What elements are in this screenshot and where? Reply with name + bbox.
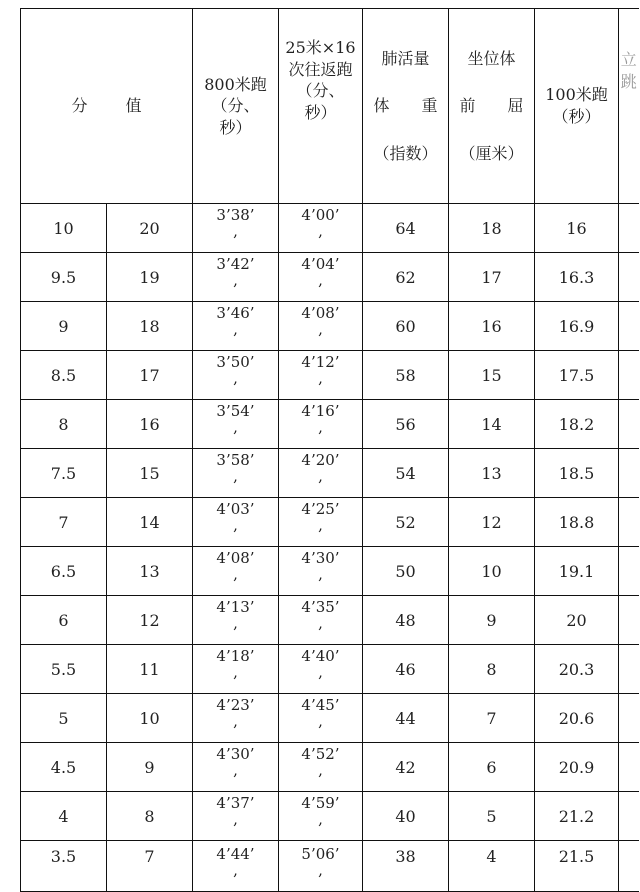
value-cell: 16 [107, 400, 193, 449]
score-cell: 7 [21, 498, 107, 547]
cut-off-cell [619, 302, 639, 351]
shuttle-run-cell-time: 4’04’ [301, 255, 340, 273]
run-800m-cell-mark: , [233, 860, 238, 879]
run-800m-cell-time: 4’13’ [216, 598, 255, 616]
run-800m-cell-time: 3’54’ [216, 402, 255, 420]
shuttle-run-cell-mark: , [318, 613, 323, 632]
value-cell: 17 [107, 351, 193, 400]
run-800m-cell-time: 4’37’ [216, 794, 255, 812]
run-800m-cell-time: 4’23’ [216, 696, 255, 714]
score-cell: 10 [21, 204, 107, 253]
sit-and-reach-cell: 16 [449, 302, 535, 351]
run-100m-cell: 21.5 [535, 841, 619, 892]
sit-and-reach-cell: 7 [449, 694, 535, 743]
run-800m-cell [193, 841, 279, 892]
shuttle-run-cell-mark: , [318, 319, 323, 338]
run-800m-cell-mark: , [233, 711, 238, 730]
lung-index-cell: 48 [363, 596, 449, 645]
lung-index-cell: 60 [363, 302, 449, 351]
cut-off-cell [619, 498, 639, 547]
run-800m-cell-mark: , [233, 417, 238, 436]
run-800m-cell [193, 596, 279, 645]
shuttle-run-cell-mark: , [318, 809, 323, 828]
table-row [21, 498, 639, 547]
score-cell: 4 [21, 792, 107, 841]
cut-off-cell [619, 253, 639, 302]
cut-off-cell [619, 694, 639, 743]
run-800m-cell [193, 204, 279, 253]
shuttle-run-cell [279, 449, 363, 498]
shuttle-run-cell-time: 4’40’ [301, 647, 340, 665]
run-800m-cell [193, 449, 279, 498]
run-800m-cell [193, 645, 279, 694]
run-100m-cell: 16.9 [535, 302, 619, 351]
value-cell: 9 [107, 743, 193, 792]
run-100m-cell: 18.5 [535, 449, 619, 498]
lung-index-cell: 46 [363, 645, 449, 694]
run-800m-cell [193, 302, 279, 351]
table-row [21, 547, 639, 596]
shuttle-run-cell-time: 4’20’ [301, 451, 340, 469]
sit-and-reach-cell: 18 [449, 204, 535, 253]
score-cell: 6 [21, 596, 107, 645]
score-cell: 6.5 [21, 547, 107, 596]
value-cell: 20 [107, 204, 193, 253]
shuttle-run-cell-time: 4’08’ [301, 304, 340, 322]
table-row [21, 596, 639, 645]
shuttle-run-cell [279, 792, 363, 841]
lung-index-cell: 42 [363, 743, 449, 792]
table-row [21, 645, 639, 694]
value-cell: 8 [107, 792, 193, 841]
shuttle-run-cell-mark: , [318, 466, 323, 485]
run-800m-cell [193, 400, 279, 449]
shuttle-run-cell-time: 4’12’ [301, 353, 340, 371]
run-800m-cell [193, 694, 279, 743]
run-100m-cell: 20.9 [535, 743, 619, 792]
table-row [21, 302, 639, 351]
shuttle-run-cell-time: 4’00’ [301, 206, 340, 224]
table-row [21, 743, 639, 792]
run-100m-cell: 16.3 [535, 253, 619, 302]
score-cell: 5.5 [21, 645, 107, 694]
shuttle-run-cell-time: 5’06’ [301, 845, 340, 863]
run-800m-cell-mark: , [233, 466, 238, 485]
sit-and-reach-cell: 12 [449, 498, 535, 547]
score-table [20, 8, 639, 892]
run-800m-cell [193, 792, 279, 841]
run-800m-cell-time: 4’30’ [216, 745, 255, 763]
run-800m-cell-mark: , [233, 760, 238, 779]
shuttle-run-cell-mark: , [318, 662, 323, 681]
cut-off-cell [619, 743, 639, 792]
value-cell: 7 [107, 841, 193, 892]
run-800m-cell [193, 547, 279, 596]
value-cell: 18 [107, 302, 193, 351]
value-cell: 19 [107, 253, 193, 302]
lung-index-cell: 64 [363, 204, 449, 253]
run-800m-cell-time: 3’42’ [216, 255, 255, 273]
cut-off-cell [619, 449, 639, 498]
run-800m-cell-mark: , [233, 662, 238, 681]
shuttle-run-cell-mark: , [318, 760, 323, 779]
table-row [21, 449, 639, 498]
header-lung-capacity: 肺活量 体 重 （指数） [363, 9, 449, 204]
shuttle-run-cell [279, 302, 363, 351]
sit-and-reach-cell: 14 [449, 400, 535, 449]
header-score: 分 值 [21, 9, 193, 204]
sit-and-reach-cell: 6 [449, 743, 535, 792]
run-800m-cell-mark: , [233, 221, 238, 240]
value-cell: 15 [107, 449, 193, 498]
run-800m-cell-mark: , [233, 270, 238, 289]
run-800m-cell-time: 4’44’ [216, 845, 255, 863]
sit-and-reach-cell: 17 [449, 253, 535, 302]
value-cell: 11 [107, 645, 193, 694]
lung-index-cell: 58 [363, 351, 449, 400]
shuttle-run-cell-time: 4’52’ [301, 745, 340, 763]
run-100m-cell: 18.8 [535, 498, 619, 547]
run-100m-cell: 20.3 [535, 645, 619, 694]
score-cell: 9.5 [21, 253, 107, 302]
sit-and-reach-cell: 10 [449, 547, 535, 596]
run-800m-cell [193, 351, 279, 400]
run-800m-cell-mark: , [233, 613, 238, 632]
run-800m-cell [193, 498, 279, 547]
score-cell: 8 [21, 400, 107, 449]
score-cell: 3.5 [21, 841, 107, 892]
shuttle-run-cell-mark: , [318, 368, 323, 387]
header-cut-off-column: 立 跳 [619, 9, 639, 204]
header-row [21, 9, 639, 204]
cut-off-cell [619, 204, 639, 253]
shuttle-run-cell [279, 694, 363, 743]
shuttle-run-cell-time: 4’45’ [301, 696, 340, 714]
run-100m-cell: 20.6 [535, 694, 619, 743]
shuttle-run-cell [279, 351, 363, 400]
run-800m-cell-time: 3’46’ [216, 304, 255, 322]
run-100m-cell: 21.2 [535, 792, 619, 841]
run-800m-cell-mark: , [233, 319, 238, 338]
shuttle-run-cell [279, 596, 363, 645]
run-800m-cell-time: 3’58’ [216, 451, 255, 469]
sit-and-reach-cell: 5 [449, 792, 535, 841]
shuttle-run-cell [279, 204, 363, 253]
lung-index-cell: 54 [363, 449, 449, 498]
value-cell: 12 [107, 596, 193, 645]
run-100m-cell: 17.5 [535, 351, 619, 400]
cut-off-cell [619, 547, 639, 596]
lung-index-cell: 50 [363, 547, 449, 596]
score-cell: 4.5 [21, 743, 107, 792]
shuttle-run-cell [279, 841, 363, 892]
value-cell: 14 [107, 498, 193, 547]
shuttle-run-cell [279, 743, 363, 792]
cut-off-cell [619, 841, 639, 892]
score-cell: 7.5 [21, 449, 107, 498]
table-row [21, 694, 639, 743]
shuttle-run-cell [279, 645, 363, 694]
score-cell: 8.5 [21, 351, 107, 400]
table-row [21, 792, 639, 841]
cut-off-cell [619, 596, 639, 645]
score-cell: 5 [21, 694, 107, 743]
table-row [21, 253, 639, 302]
run-800m-cell-time: 4’03’ [216, 500, 255, 518]
lung-index-cell: 62 [363, 253, 449, 302]
run-100m-cell: 16 [535, 204, 619, 253]
header-shuttle-run: 25米×16 次往返跑 （分、 秒） [279, 9, 363, 204]
shuttle-run-cell-mark: , [318, 564, 323, 583]
lung-index-cell: 44 [363, 694, 449, 743]
value-cell: 13 [107, 547, 193, 596]
run-100m-cell: 18.2 [535, 400, 619, 449]
run-800m-cell [193, 743, 279, 792]
table-row [21, 400, 639, 449]
shuttle-run-cell-time: 4’59’ [301, 794, 340, 812]
table-row [21, 841, 639, 892]
cut-off-cell [619, 351, 639, 400]
sit-and-reach-cell: 13 [449, 449, 535, 498]
sit-and-reach-cell: 8 [449, 645, 535, 694]
run-800m-cell-mark: , [233, 564, 238, 583]
shuttle-run-cell-mark: , [318, 417, 323, 436]
cut-off-cell [619, 645, 639, 694]
run-800m-cell-mark: , [233, 368, 238, 387]
sit-and-reach-cell: 15 [449, 351, 535, 400]
value-cell: 10 [107, 694, 193, 743]
shuttle-run-cell [279, 498, 363, 547]
lung-index-cell: 56 [363, 400, 449, 449]
header-100m-run: 100米跑 （秒） [535, 9, 619, 204]
shuttle-run-cell-time: 4’16’ [301, 402, 340, 420]
sit-and-reach-cell: 4 [449, 841, 535, 892]
shuttle-run-cell-time: 4’25’ [301, 500, 340, 518]
score-cell: 9 [21, 302, 107, 351]
header-800m-run: 800米跑 （分、 秒） [193, 9, 279, 204]
shuttle-run-cell [279, 400, 363, 449]
run-100m-cell: 19.1 [535, 547, 619, 596]
shuttle-run-cell-time: 4’35’ [301, 598, 340, 616]
table-row [21, 204, 639, 253]
shuttle-run-cell-mark: , [318, 515, 323, 534]
run-800m-cell-time: 4’18’ [216, 647, 255, 665]
shuttle-run-cell [279, 253, 363, 302]
run-800m-cell-time: 3’38’ [216, 206, 255, 224]
lung-index-cell: 38 [363, 841, 449, 892]
table-row [21, 351, 639, 400]
run-100m-cell: 20 [535, 596, 619, 645]
header-sit-and-reach: 坐位体 前 屈 （厘米） [449, 9, 535, 204]
sit-and-reach-cell: 9 [449, 596, 535, 645]
run-800m-cell-time: 4’08’ [216, 549, 255, 567]
cut-off-cell [619, 792, 639, 841]
lung-index-cell: 52 [363, 498, 449, 547]
run-800m-cell-time: 3’50’ [216, 353, 255, 371]
cut-off-cell [619, 400, 639, 449]
run-800m-cell-mark: , [233, 809, 238, 828]
run-800m-cell-mark: , [233, 515, 238, 534]
shuttle-run-cell-mark: , [318, 221, 323, 240]
shuttle-run-cell-mark: , [318, 270, 323, 289]
run-800m-cell [193, 253, 279, 302]
shuttle-run-cell-mark: , [318, 711, 323, 730]
shuttle-run-cell-mark: , [318, 860, 323, 879]
shuttle-run-cell [279, 547, 363, 596]
shuttle-run-cell-time: 4’30’ [301, 549, 340, 567]
lung-index-cell: 40 [363, 792, 449, 841]
